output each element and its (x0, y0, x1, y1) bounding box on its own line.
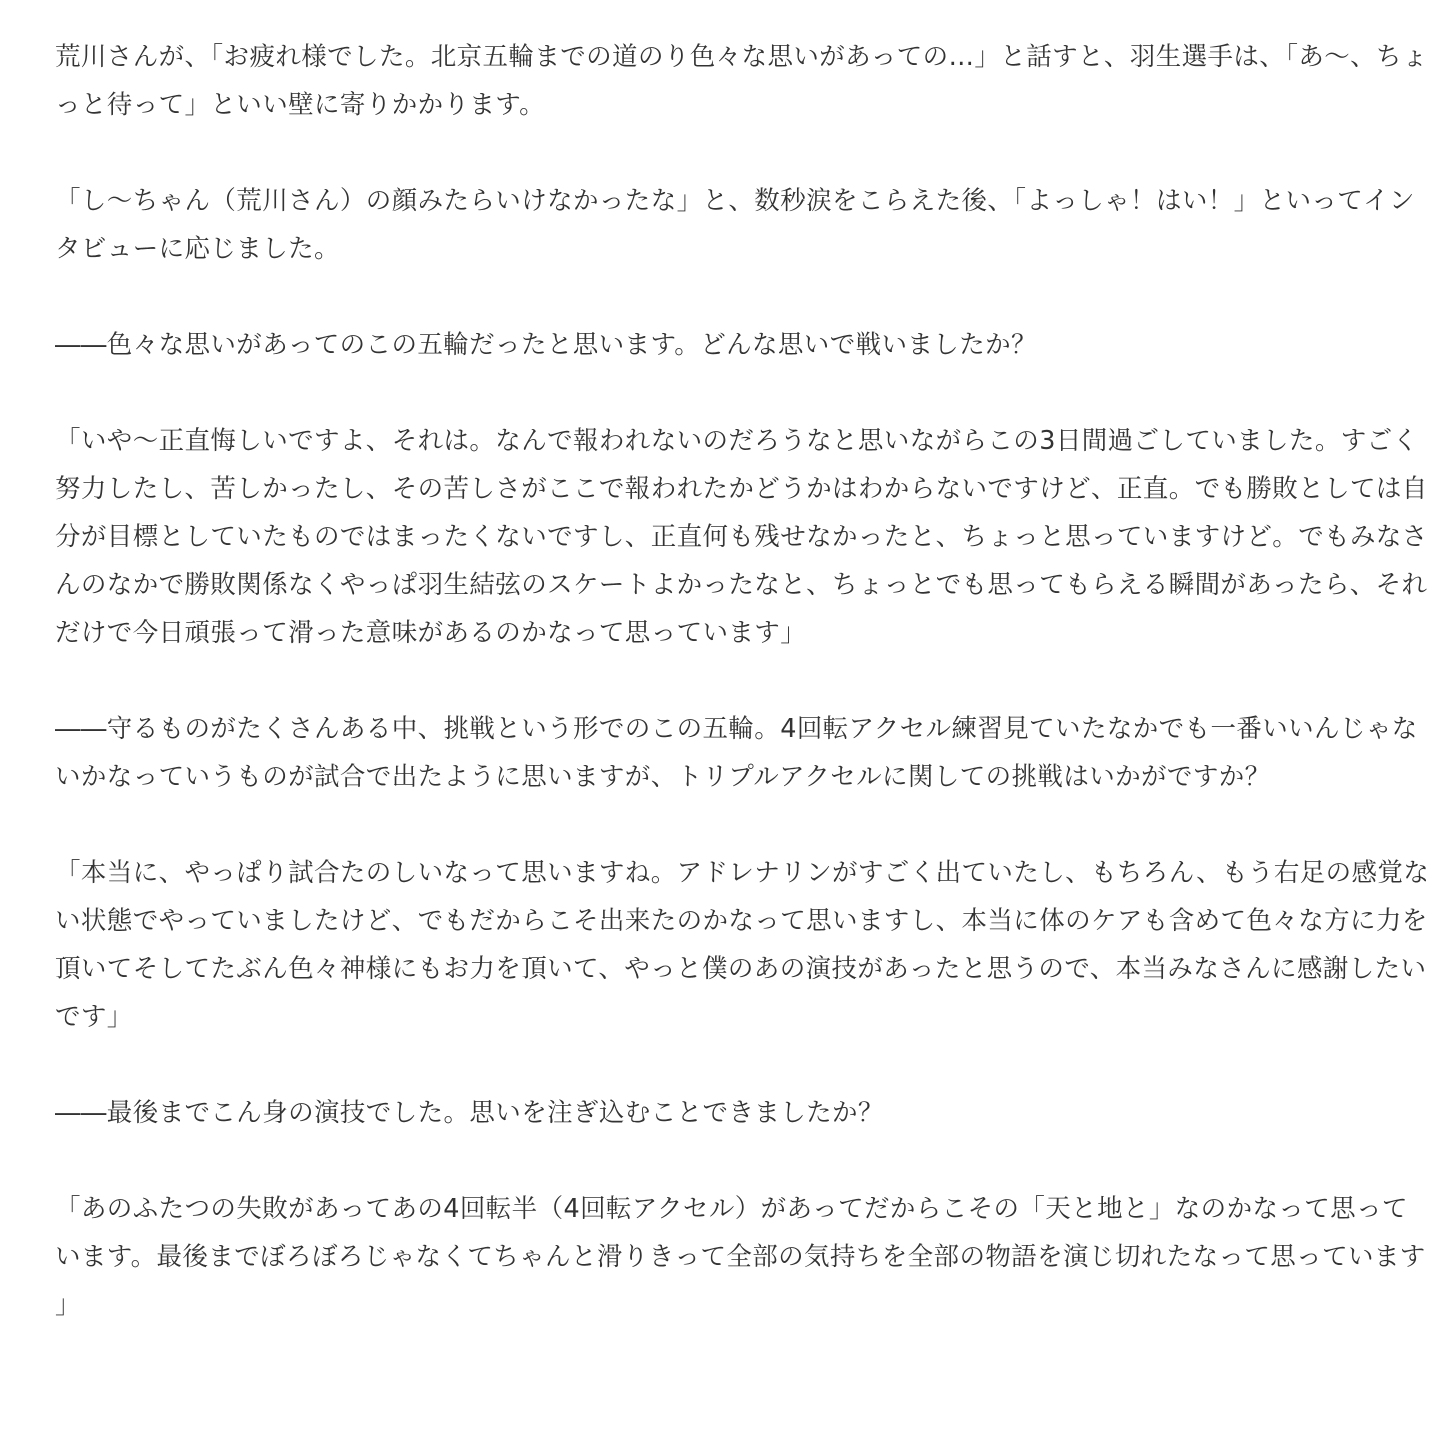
answer-1: 「いや〜正直悔しいですよ、それは。なんで報われないのだろうなと思いながらこの3日間過ごしていました。すごく努力したし、苦しかったし、その苦しさがここで報われたかどうかはわからないですけど、正直。でも勝敗としては自分が目標としていたものではまったくないですし、正直何も残せなかったと、ちょっと思っていますけど。でもみなさんのなかで勝敗関係なくやっぱ羽生結弦のスケートよかったなと、ちょっとでも思ってもらえる瞬間があったら、それだけで今日頑張って滑った意味があるのかなって思っています」 (55, 426, 1428, 648)
paragraph-intro: 荒川さんが、「お疲れ様でした。北京五輪までの道のり色々な思いがあっての…」と話すと、羽生選手は、「あ〜、ちょっと待って」といい壁に寄りかかります。 (55, 42, 1428, 120)
paragraph-reaction: 「し〜ちゃん（荒川さん）の顔みたらいけなかったな」と、数秒涙をこらえた後、「よっしゃ！はい！」といってインタビューに応じました。 (55, 186, 1415, 264)
question-1: ――色々な思いがあってのこの五輪だったと思います。どんな思いで戦いましたか？ (55, 330, 1037, 360)
article-body (55, 33, 1433, 1329)
question-3: ――最後までこん身の演技でした。思いを注ぎ込むことできましたか？ (55, 1098, 884, 1128)
question-2: ――守るものがたくさんある中、挑戦という形でのこの五輪。4回転アクセル練習見ていたなかでも一番いいんじゃないかなっていうものが試合で出たように思いますが、トリプルアクセルに関しての挑戦はいかがですか？ (55, 714, 1418, 792)
answer-3: 「あのふたつの失敗があってあの4回転半（4回転アクセル）があってだからこその「天と地と」なのかなって思っています。最後までぼろぼろじゃなくてちゃんと滑りきって全部の気持ちを全部の物語を演じ切れたなって思っています」 (55, 1194, 1426, 1320)
answer-2: 「本当に、やっぱり試合たのしいなって思いますね。アドレナリンがすごく出ていたし、もちろん、もう右足の感覚ない状態でやっていましたけど、でもだからこそ出来たのかなって思いますし、本当に体のケアも含めて色々な方に力を頂いてそしてたぶん色々神様にもお力を頂いて、やっと僕のあの演技があったと思うので、本当みなさんに感謝したいです」 (55, 858, 1430, 1032)
